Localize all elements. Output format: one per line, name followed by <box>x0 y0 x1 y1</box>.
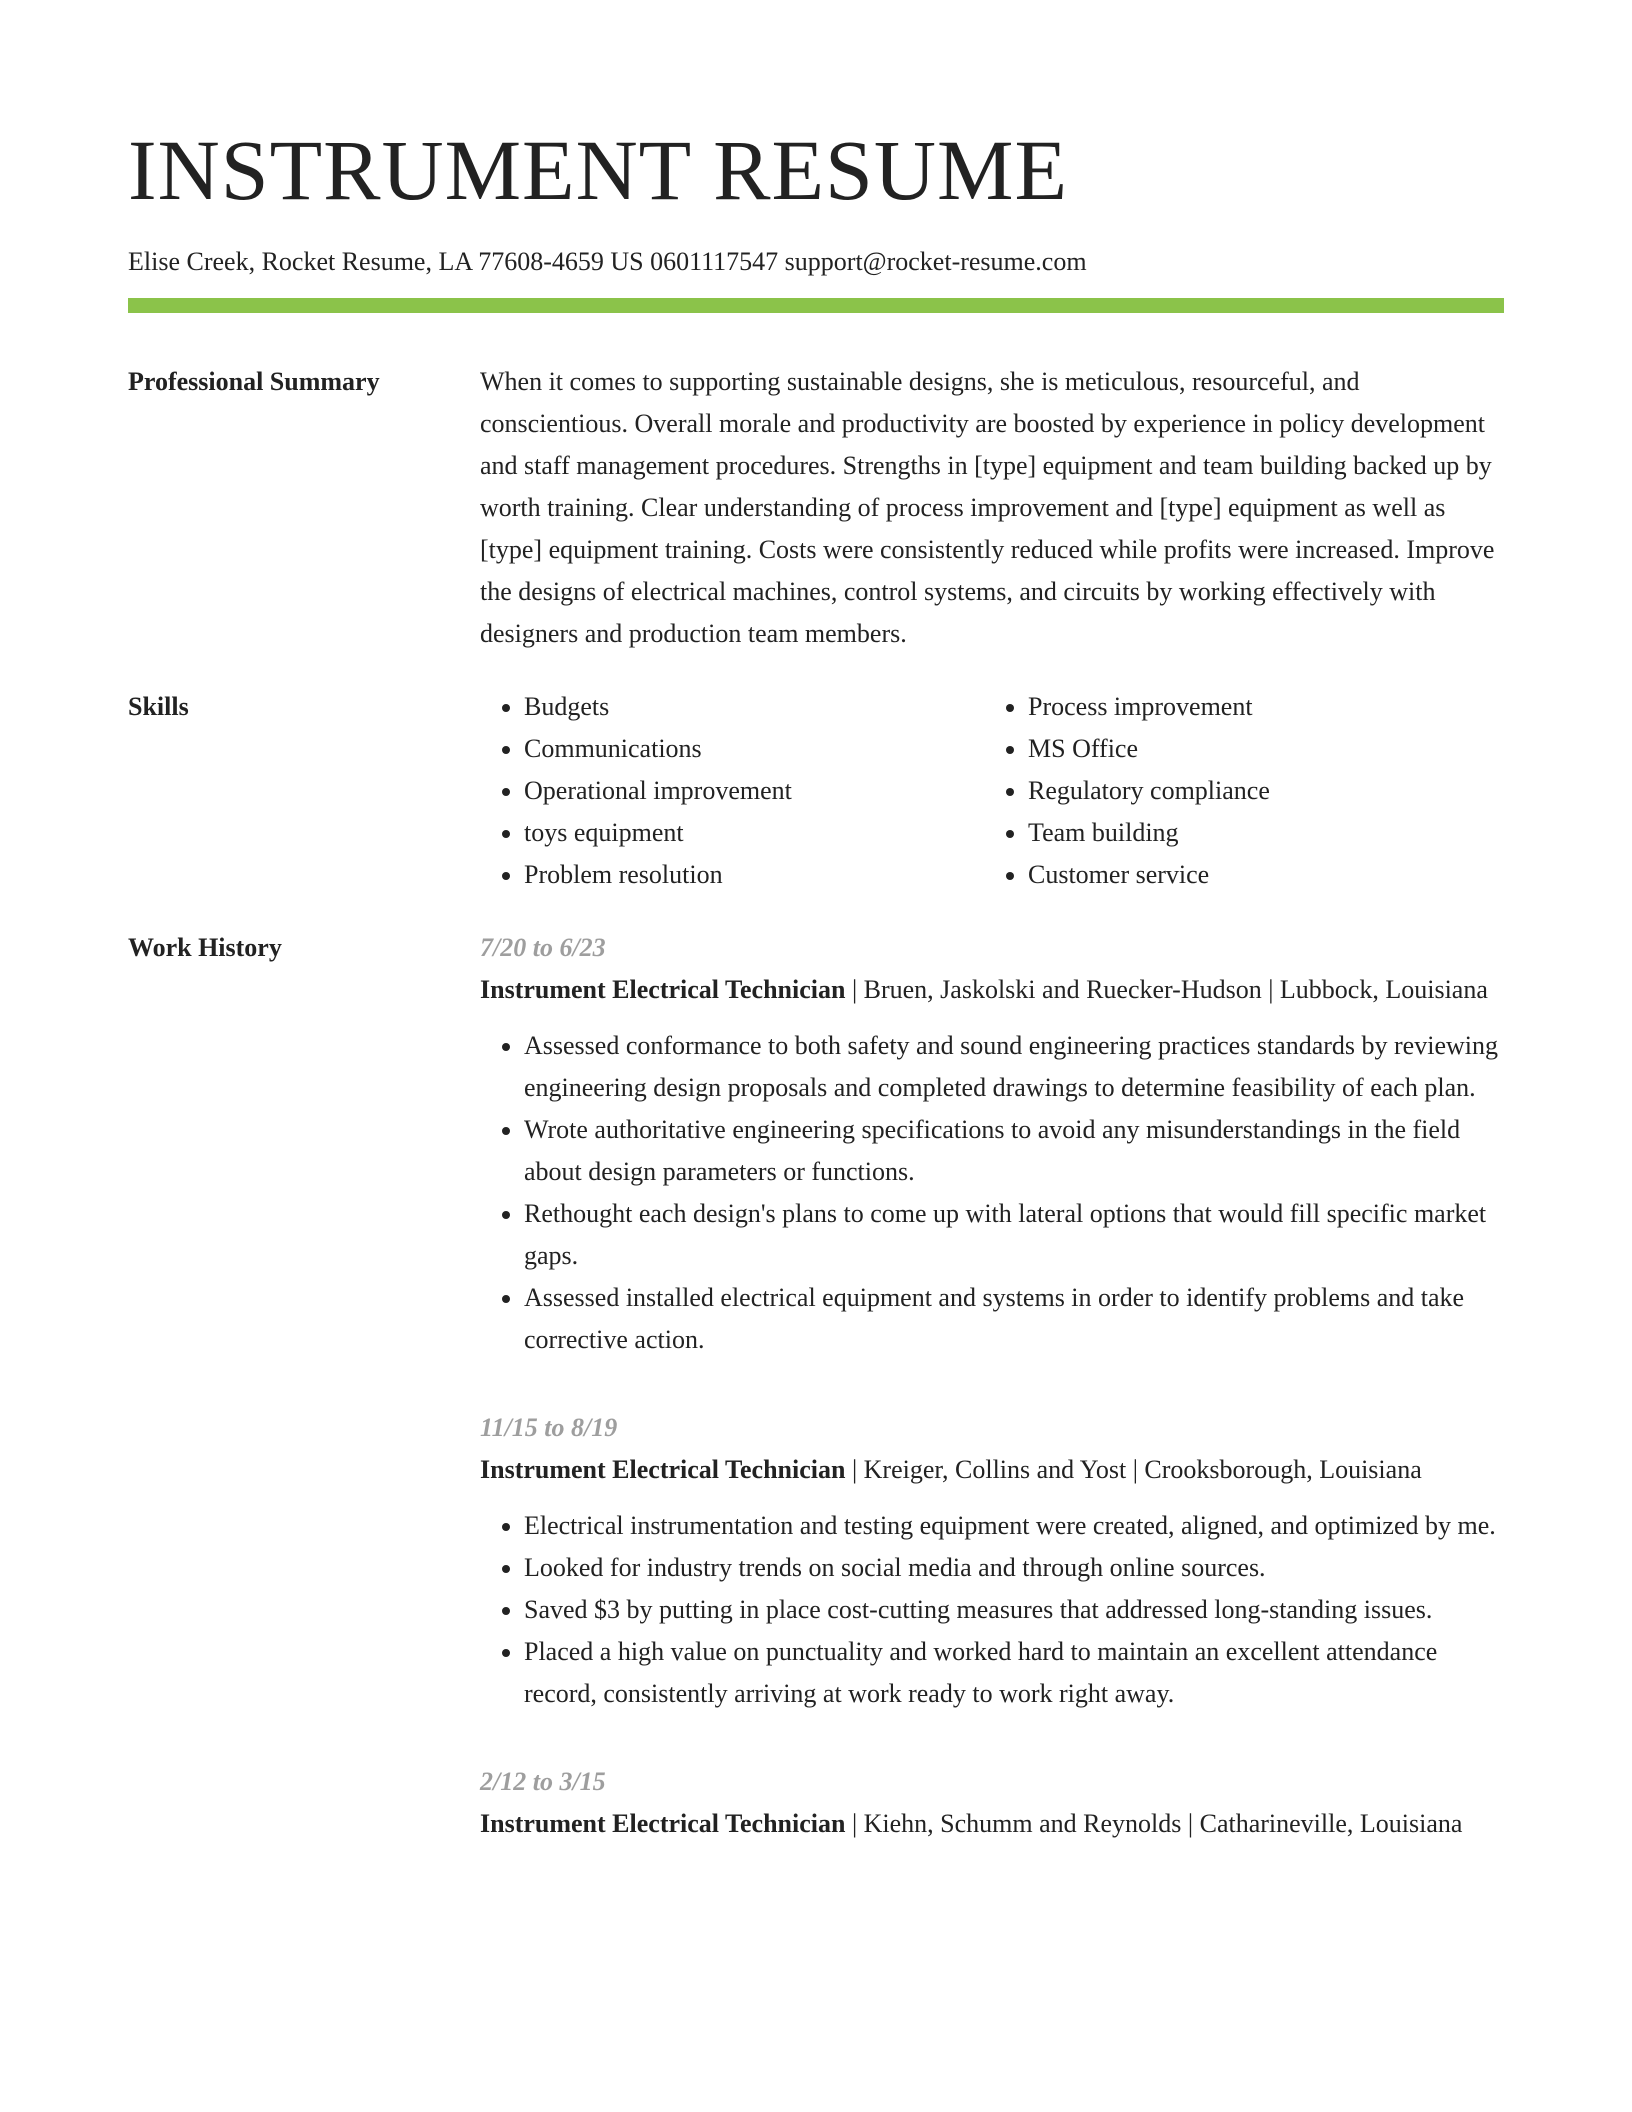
job-dates: 2/12 to 3/15 <box>480 1767 606 1796</box>
job-bullets <box>480 1025 1504 1361</box>
job-employer-location: | Bruen, Jaskolski and Ruecker-Hudson | Lubbock, Louisiana <box>845 975 1488 1004</box>
job-bullet: • Rethought each design's plans to come up with lateral options that would fill specific market gaps. <box>524 1193 1504 1277</box>
job-entry <box>480 927 1504 1361</box>
skills-body <box>480 686 1504 896</box>
job-entry <box>480 1407 1504 1715</box>
skills-list-right <box>984 686 1488 896</box>
job-dates: 11/15 to 8/19 <box>480 1413 618 1442</box>
skill-item: • MS Office <box>1028 728 1488 770</box>
skill-item: • Problem resolution <box>524 854 984 896</box>
skill-item: • Team building <box>1028 812 1488 854</box>
skills-list-left <box>480 686 984 896</box>
job-title: Instrument Electrical Technician <box>480 1809 846 1838</box>
skill-item: • Budgets <box>524 686 984 728</box>
job-header <box>480 1449 1504 1491</box>
job-bullet: • Electrical instrumentation and testing equipment were created, aligned, and optimized by me. <box>524 1505 1504 1547</box>
skills-section <box>128 686 1504 896</box>
header-divider <box>128 298 1504 313</box>
work-history-heading: Work History <box>128 933 282 962</box>
job-title: Instrument Electrical Technician <box>480 975 846 1004</box>
skills-heading: Skills <box>128 692 189 721</box>
job-bullets <box>480 1505 1504 1715</box>
job-bullet: • Placed a high value on punctuality and worked hard to maintain an excellent attendance record, consistently arriving at work ready to work right away. <box>524 1631 1504 1715</box>
job-entry <box>480 1761 1504 1845</box>
job-header <box>480 1803 1504 1845</box>
job-dates: 7/20 to 6/23 <box>480 933 606 962</box>
job-employer-location: | Kreiger, Collins and Yost | Crooksborough, Louisiana <box>845 1455 1422 1484</box>
summary-section <box>128 361 1504 655</box>
skill-item: • Regulatory compliance <box>1028 770 1488 812</box>
summary-text: When it comes to supporting sustainable designs, she is meticulous, resourceful, and conscientious. Overall morale and productivity are boosted by experience in policy development and staff management procedures. Strengths in [type] equipment and team building backed up by worth training. Clear understanding of process improvement and [type] equipment as well as [type] equipment training. Costs were consistently reduced while profits were increased. Improve the designs of electrical machines, control systems, and circuits by working effectively with designers and production team members. <box>480 367 1495 648</box>
summary-body <box>480 361 1504 655</box>
job-title: Instrument Electrical Technician <box>480 1455 846 1484</box>
summary-heading: Professional Summary <box>128 367 380 396</box>
resume-page <box>128 0 1504 1891</box>
skill-item: • Customer service <box>1028 854 1488 896</box>
resume-title: INSTRUMENT RESUME <box>128 122 1068 218</box>
work-history-section <box>128 927 1504 1891</box>
skill-item: • Process improvement <box>1028 686 1488 728</box>
skill-item: • toys equipment <box>524 812 984 854</box>
skill-item: • Communications <box>524 728 984 770</box>
job-bullet: • Assessed installed electrical equipment and systems in order to identify problems and take corrective action. <box>524 1277 1504 1361</box>
contact-line: Elise Creek, Rocket Resume, LA 77608-4659 US 0601117547 support@rocket-resume.com <box>128 247 1087 276</box>
job-employer-location: | Kiehn, Schumm and Reynolds | Catharineville, Louisiana <box>845 1809 1463 1838</box>
job-bullet: • Assessed conformance to both safety and sound engineering practices standards by reviewing engineering design proposals and completed drawings to determine feasibility of each plan. <box>524 1025 1504 1109</box>
job-bullet: • Wrote authoritative engineering specifications to avoid any misunderstandings in the field about design parameters or functions. <box>524 1109 1504 1193</box>
job-bullet: • Saved $3 by putting in place cost-cutting measures that addressed long-standing issues. <box>524 1589 1504 1631</box>
work-history-body <box>480 927 1504 1891</box>
job-bullet: • Looked for industry trends on social media and through online sources. <box>524 1547 1504 1589</box>
job-header <box>480 969 1504 1011</box>
skill-item: • Operational improvement <box>524 770 984 812</box>
